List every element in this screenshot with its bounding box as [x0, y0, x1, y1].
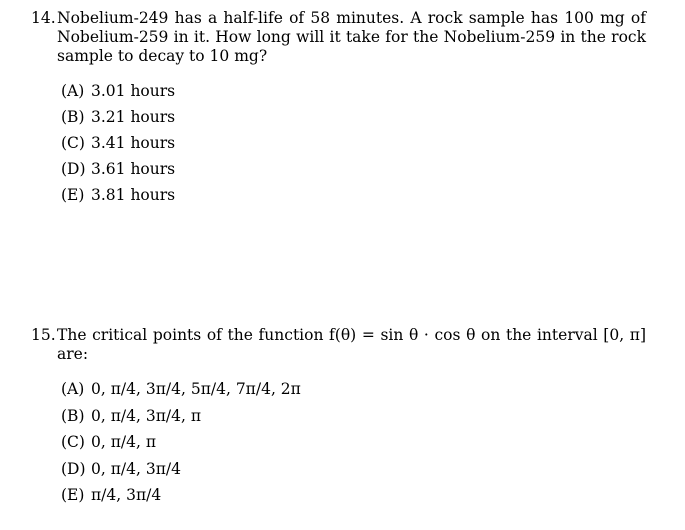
choice-text: π/4, 3π/4	[91, 486, 162, 504]
choice-letter: (E)	[61, 486, 85, 504]
choice-text: 0, π/4, π	[91, 433, 157, 451]
answer-choices	[61, 376, 646, 509]
question-text: The critical points of the function f(θ) = sin θ · cos θ on the interval [0, π] are:	[57, 326, 646, 363]
choice-b[interactable]	[61, 104, 646, 130]
choice-text: 0, π/4, 3π/4, 5π/4, 7π/4, 2π	[91, 380, 301, 398]
choice-letter: (D)	[61, 160, 86, 178]
choice-a[interactable]	[61, 78, 646, 104]
choice-letter: (B)	[61, 406, 85, 425]
question-stem	[31, 326, 646, 364]
choice-e[interactable]	[61, 482, 646, 509]
question-number: 14.	[31, 9, 56, 27]
choice-b[interactable]	[61, 403, 646, 430]
question-number: 15.	[31, 326, 56, 344]
choice-c[interactable]	[61, 429, 646, 456]
choice-text: 0, π/4, 3π/4, π	[91, 406, 202, 425]
choice-letter: (C)	[61, 134, 85, 152]
choice-c[interactable]	[61, 130, 646, 156]
choice-text: 0, π/4, 3π/4	[91, 459, 181, 478]
choice-e[interactable]	[61, 182, 646, 208]
choice-text: 3.01 hours	[91, 82, 176, 100]
choice-d[interactable]	[61, 156, 646, 182]
choice-d[interactable]	[61, 456, 646, 483]
choice-text: 3.61 hours	[91, 160, 176, 178]
choice-a[interactable]	[61, 376, 646, 403]
question-14	[31, 9, 646, 208]
choice-letter: (A)	[61, 380, 85, 398]
choice-letter: (A)	[61, 82, 85, 100]
choice-text: 3.81 hours	[91, 186, 176, 204]
choice-letter: (C)	[61, 433, 85, 451]
answer-choices	[61, 78, 646, 208]
question-text: Nobelium-249 has a half-life of 58 minutes. A rock sample has 100 mg of Nobelium-259 in it. How long will it take for the Nobelium-259 in the rock sample to decay to 10 mg?	[57, 9, 646, 65]
choice-text: 3.21 hours	[91, 108, 176, 126]
question-stem	[31, 9, 646, 66]
choice-letter: (E)	[61, 186, 85, 204]
choice-text: 3.41 hours	[91, 134, 176, 152]
choice-letter: (D)	[61, 459, 86, 478]
choice-letter: (B)	[61, 108, 85, 126]
question-15	[31, 326, 646, 509]
